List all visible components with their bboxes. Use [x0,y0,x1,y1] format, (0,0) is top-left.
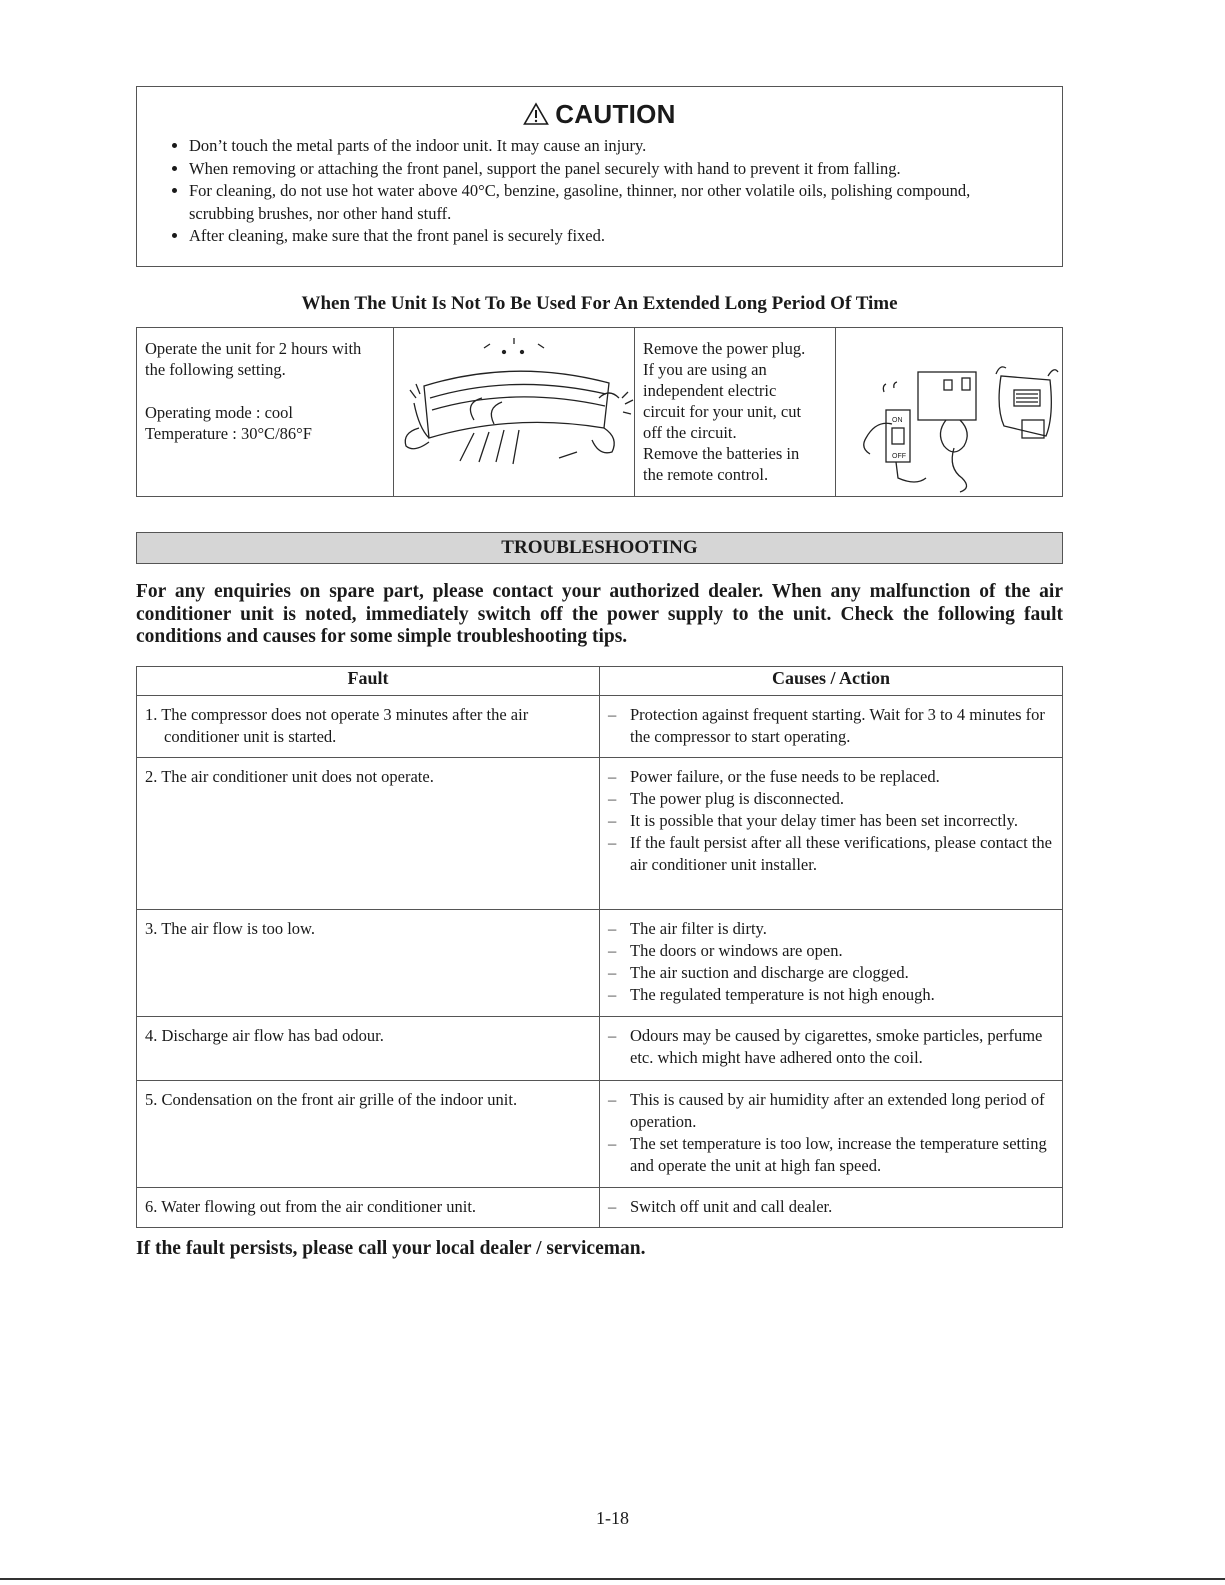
fault-text: 4. Discharge air flow has bad odour. [145,1026,384,1045]
caution-item: • When removing or attaching the front panel, support the panel securely with hand to prevent it from falling. [189,158,1022,181]
switch-off-label: OFF [892,453,906,460]
storage-power-line: the remote control. [643,465,769,484]
storage-operate-line: Operate the unit for 2 hours with [145,339,362,358]
table-row [137,910,1063,1017]
storage-operating-mode: Operating mode : cool [145,403,294,422]
cause-item: – The regulated temperature is not high enough. [608,985,935,1004]
cause-item: – Protection against frequent starting. Wait for 3 to 4 minutes for the compressor to start operating. [608,705,1045,746]
cause-item: – The power plug is disconnected. [608,789,844,808]
cause-item: – It is possible that your delay timer has been set incorrectly. [608,811,1018,830]
storage-operate-cell [137,328,394,496]
page-number: 1-18 [596,1508,629,1528]
storage-heading: When The Unit Is Not To Be Used For An Extended Long Period Of Time [301,293,898,314]
storage-power-line: Remove the batteries in [643,444,800,463]
fault-text: 3. The air flow is too low. [145,919,316,938]
cause-item: – The doors or windows are open. [608,941,843,960]
table-row [137,1081,1063,1188]
caution-box [136,86,1063,267]
storage-unit-illustration-cell [394,328,635,496]
storage-plug-illustration-cell [836,328,1062,496]
fault-text: 6. Water flowing out from the air conditioner unit. [145,1197,477,1216]
air-conditioner-illustration [394,328,634,496]
cause-item: – Odours may be caused by cigarettes, smoke particles, perfume etc. which might have adhered onto the coil. [608,1026,1043,1067]
power-plug-illustration [836,328,1060,496]
troubleshooting-banner: TROUBLESHOOTING [136,532,1063,564]
cause-item: – Power failure, or the fuse needs to be replaced. [608,767,940,786]
caution-item: • After cleaning, make sure that the front panel is securely fixed. [189,225,1022,248]
cause-item: – This is caused by air humidity after an extended long period of operation. [608,1090,1045,1131]
closing-note: If the fault persists, please call your local dealer / serviceman. [136,1238,646,1259]
table-header-row [137,667,1063,696]
table-row [137,696,1063,758]
cause-item: – The air suction and discharge are clogged. [608,963,909,982]
storage-power-line: off the circuit. [643,423,737,442]
troubleshooting-table [136,666,1063,1228]
caution-list [167,135,1022,248]
cause-item: – Switch off unit and call dealer. [608,1197,833,1216]
storage-power-line: independent electric [643,381,777,400]
storage-power-line: circuit for your unit, cut [643,402,802,421]
storage-power-line: Remove the power plug. [643,339,806,358]
cause-item: – The air filter is dirty. [608,919,767,938]
caution-item: • Don’t touch the metal parts of the indoor unit. It may cause an injury. [189,135,1022,158]
storage-power-cell [635,328,836,496]
storage-power-line: If you are using an [643,360,767,379]
cause-item: – If the fault persist after all these verifications, please contact the air conditioner unit installer. [608,833,1052,874]
warning-triangle-icon [523,102,549,126]
fault-text: 1. The compressor does not operate 3 minutes after the air conditioner unit is started. [145,705,529,746]
table-row [137,758,1063,910]
storage-operate-line: the following setting. [145,360,286,379]
caution-item: • For cleaning, do not use hot water above 40°C, benzine, gasoline, thinner, nor other volatile oils, polishing compound, scrubbing brushes, nor other hand stuff. [189,180,1022,225]
table-row [137,1017,1063,1081]
cause-item: – The set temperature is too low, increase the temperature setting and operate the unit at high fan speed. [608,1134,1047,1175]
fault-text: 5. Condensation on the front air grille of the indoor unit. [145,1090,518,1109]
fault-text: 2. The air conditioner unit does not operate. [145,767,434,786]
caution-heading [137,99,1062,130]
column-header-fault: Fault [137,667,600,696]
switch-on-label: ON [892,417,903,424]
bottom-rule [0,1578,1225,1580]
storage-table [136,327,1063,497]
caution-title-text: CAUTION [555,99,676,129]
storage-temperature: Temperature : 30°C/86°F [145,424,312,443]
troubleshooting-intro: For any enquiries on spare part, please contact your authorized dealer. When any malfunction of the air conditioner unit is noted, immediately switch off the power supply to the unit. Check the following fault conditions and causes for some simple troubleshooting tips. [136,581,1063,647]
column-header-causes: Causes / Action [600,667,1063,696]
table-row [137,1188,1063,1228]
